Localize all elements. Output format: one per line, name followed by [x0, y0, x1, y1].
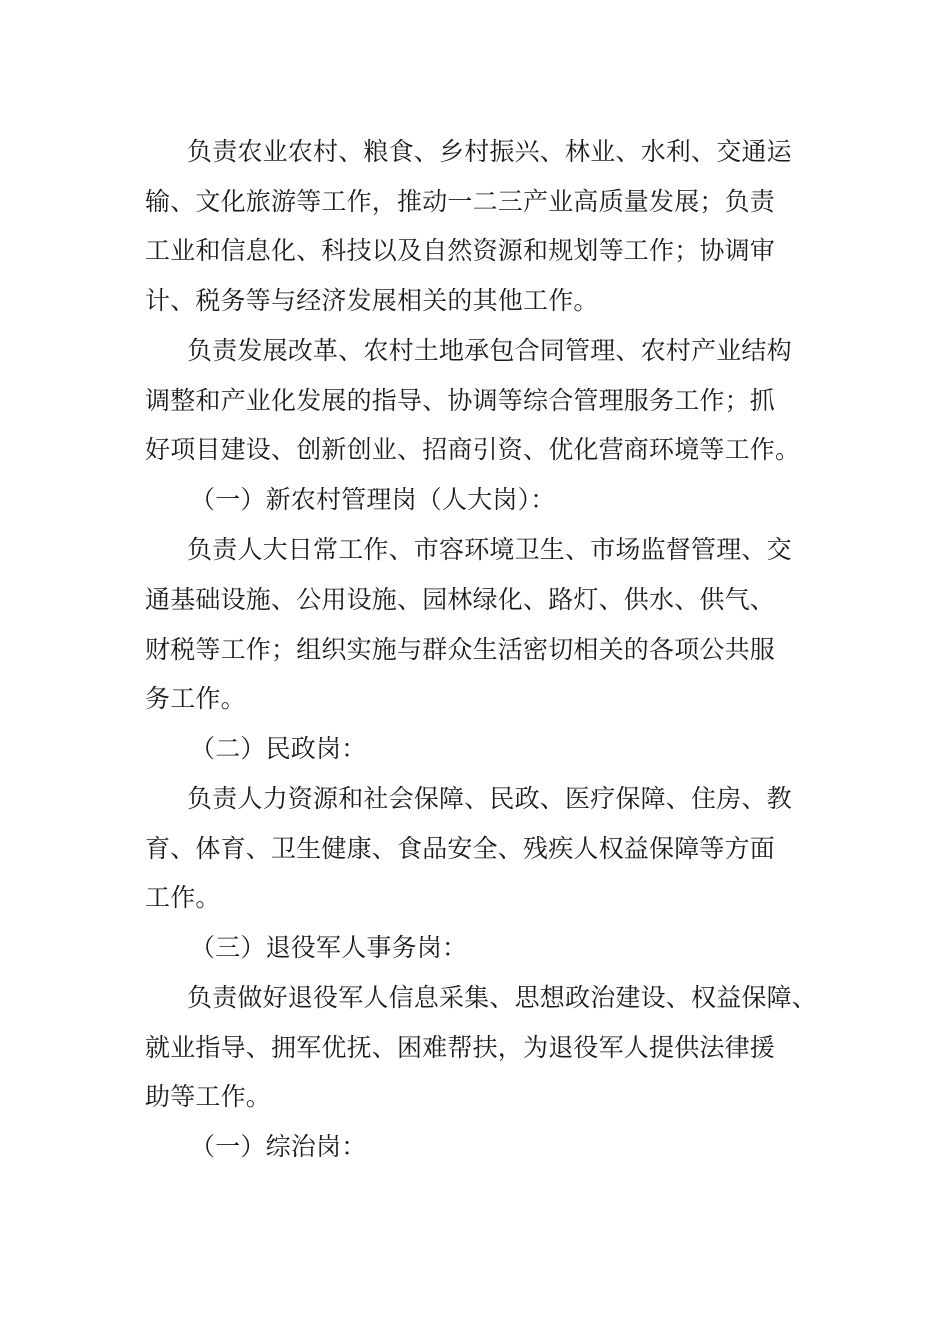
- paragraph-2-line-1: 负责发展改革、农村土地承包合同管理、农村产业结构: [187, 336, 792, 365]
- section-heading-comprehensive: （一）综治岗：: [190, 1132, 367, 1161]
- section-heading-civil-affairs: （二）民政岗：: [190, 734, 367, 763]
- paragraph-2-line-3: 好项目建设、创新创业、招商引资、优化营商环境等工作。: [145, 435, 801, 464]
- paragraph-3-line-4: 务工作。: [145, 684, 246, 713]
- paragraph-4-line-1: 负责人力资源和社会保障、民政、医疗保障、住房、教: [187, 784, 792, 813]
- paragraph-1-line-1: 负责农业农村、粮食、乡村振兴、林业、水利、交通运: [187, 137, 792, 166]
- paragraph-1-line-3: 工业和信息化、科技以及自然资源和规划等工作；协调审: [145, 236, 776, 265]
- paragraph-5-line-3: 助等工作。: [145, 1082, 272, 1111]
- paragraph-4-line-2: 育、体育、卫生健康、食品安全、残疾人权益保障等方面: [145, 834, 776, 863]
- section-heading-new-rural: （一）新农村管理岗（人大岗）：: [190, 485, 556, 514]
- paragraph-3-line-3: 财税等工作；组织实施与群众生活密切相关的各项公共服: [145, 635, 776, 664]
- paragraph-2-line-2: 调整和产业化发展的指导、协调等综合管理服务工作；抓: [145, 386, 776, 415]
- paragraph-5-line-2: 就业指导、拥军优抚、困难帮扶，为退役军人提供法律援: [145, 1033, 776, 1062]
- paragraph-5-line-1: 负责做好退役军人信息采集、思想政治建设、权益保障、: [187, 983, 818, 1012]
- paragraph-3-line-2: 通基础设施、公用设施、园林绿化、路灯、供水、供气、: [145, 585, 776, 614]
- paragraph-3-line-1: 负责人大日常工作、市容环境卫生、市场监督管理、交: [187, 535, 792, 564]
- paragraph-1-line-2: 输、文化旅游等工作，推动一二三产业高质量发展；负责: [145, 187, 776, 216]
- paragraph-4-line-3: 工作。: [145, 883, 221, 912]
- paragraph-1-line-4: 计、税务等与经济发展相关的其他工作。: [145, 286, 599, 315]
- section-heading-veterans: （三）退役军人事务岗：: [190, 933, 468, 962]
